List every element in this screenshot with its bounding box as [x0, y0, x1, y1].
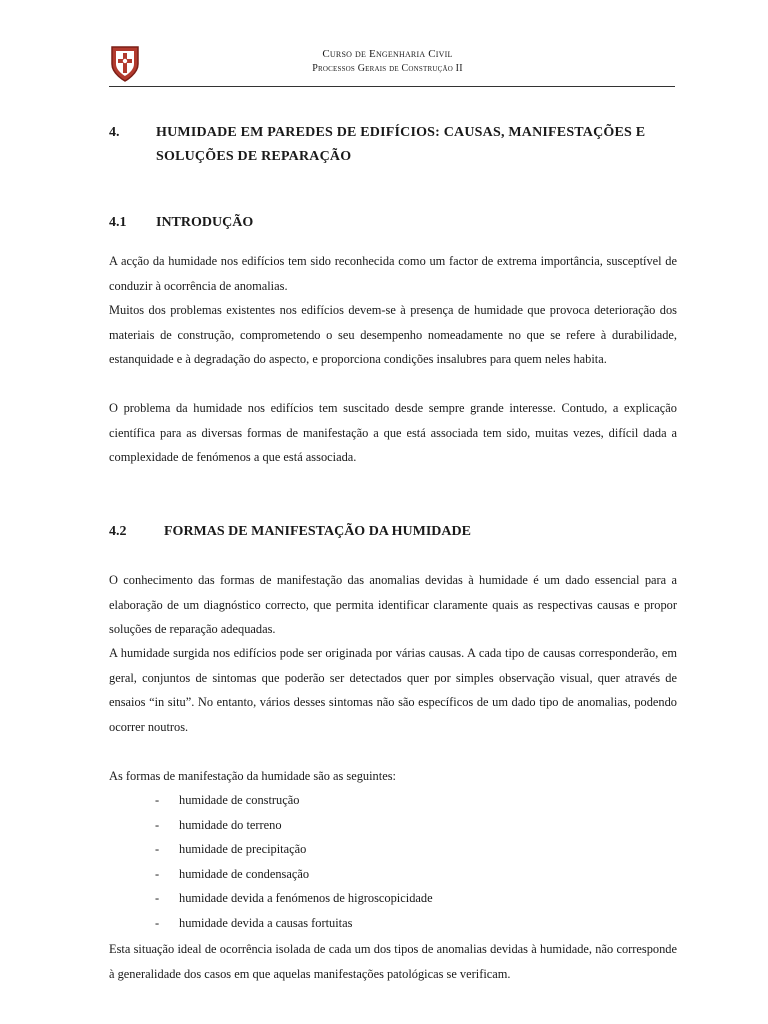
manifestation-list [155, 788, 433, 935]
paragraph: Esta situação ideal de ocorrência isolada de cada um dos tipos de anomalias devidas à humidade, não corresponde à generalidade dos casos em que aquelas manifestações patológicas se verificam. [109, 942, 677, 981]
subsection-title: INTRODUÇÃO [156, 215, 254, 230]
list-item-text: humidade de construção [179, 793, 300, 807]
paragraph: A humidade surgida nos edifícios pode ser originada por várias causas. A cada tipo de causas corresponderão, em geral, conjuntos de sintomas que poderão ser detectados quer por simples observação visual, quer através de ensaios “in situ”. No entanto, vários desses sintomas não são específicos de um dado tipo de anomalias, podendo ocorrer noutros. [109, 646, 677, 734]
university-crest-icon [109, 44, 141, 84]
list-intro: As formas de manifestação da humidade são as seguintes: [109, 769, 396, 783]
list-marker: - [155, 817, 160, 832]
list-marker: - [155, 842, 160, 856]
section-title: HUMIDADE EM PAREDES DE EDIFÍCIOS: CAUSAS, MANIFESTAÇÕES E SOLUÇÕES DE REPARAÇÃO [156, 125, 646, 164]
list-marker: - [155, 866, 160, 881]
list-item-text: humidade do terreno [179, 817, 282, 832]
list-item-text: humidade devida a fenómenos de higroscopicidade [179, 891, 433, 905]
paragraph: O conhecimento das formas de manifestação das anomalias devidas à humidade é um dado essencial para a elaboração de um diagnóstico correcto, que permita identificar claramente quais as respectivas causas e propor soluções de reparação adequadas. [109, 573, 677, 636]
list-item [155, 862, 433, 887]
list-item [155, 813, 433, 838]
list-item-text: humidade de precipitação [179, 842, 307, 856]
list-item [155, 886, 433, 911]
list-marker: - [155, 915, 160, 930]
list-item-text: humidade devida a causas fortuitas [179, 915, 353, 930]
header-course: Curso de Engenharia Civil [322, 48, 453, 60]
list-marker: - [155, 891, 160, 905]
subsection-number: 4.2 [109, 524, 127, 539]
list-item [155, 788, 433, 813]
section-number: 4. [109, 125, 120, 140]
header-divider [109, 86, 675, 87]
paragraph: O problema da humidade nos edifícios tem suscitado desde sempre grande interesse. Contudo, a explicação científica para as diversas formas de manifestação a que está associada tem sido, muitas vezes, difícil dada a complexidade de fenómenos a que está associada. [109, 401, 677, 464]
list-item [155, 911, 433, 936]
paragraph: Muitos dos problemas existentes nos edifícios devem-se à presença de humidade que provoca deterioração dos materiais de construção, comprometendo o seu desempenho nomeadamente no que se refere à durabilidade, estanquidade e à degradação do aspecto, e proporciona condições insalubres para quem neles habita. [109, 303, 677, 366]
list-marker: - [155, 793, 160, 807]
header-subject: Processos Gerais de Construção II [312, 63, 463, 74]
list-item-text: humidade de condensação [179, 866, 310, 881]
subsection-title: FORMAS DE MANIFESTAÇÃO DA HUMIDADE [164, 524, 471, 539]
paragraph: A acção da humidade nos edifícios tem sido reconhecida como um factor de extrema importância, susceptível de conduzir à ocorrência de anomalias. [109, 254, 677, 293]
subsection-number: 4.1 [109, 215, 127, 230]
list-item [155, 837, 433, 862]
